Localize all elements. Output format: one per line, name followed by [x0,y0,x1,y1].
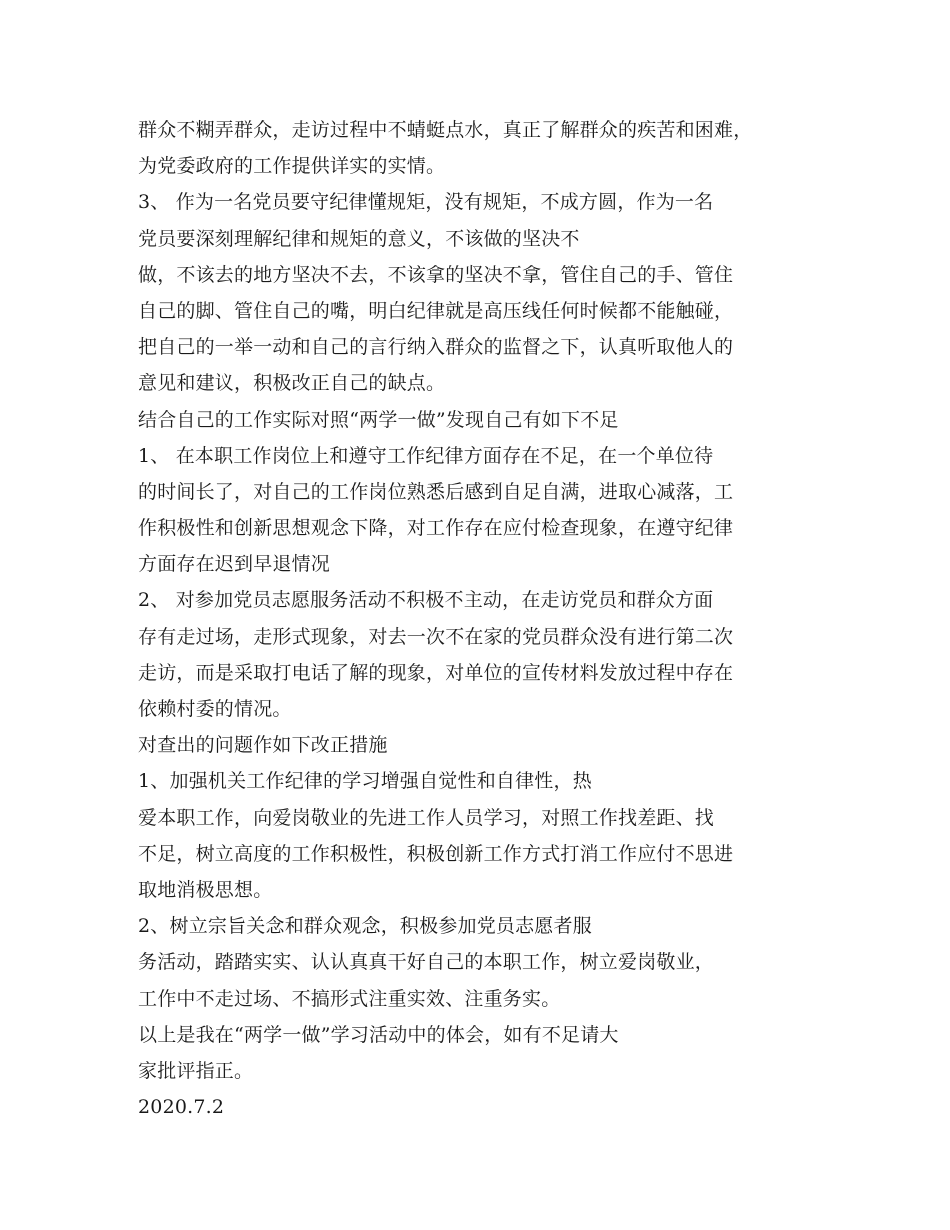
text-line: 以上是我在“两学一做”学习活动中的体会，如有不足请大 [138,1023,619,1046]
text-line: 1、 在本职工作岗位上和遵守工作纪律方面存在不足，在一个单位待 [138,444,714,467]
text-line: 方面存在迟到早退情况 [138,553,331,576]
text-line: 2、树立宗旨关念和群众观念，积极参加党员志愿者服 [138,915,592,938]
text-line: 家批评指正。 [138,1059,254,1082]
text-line: 取地消极思想。 [138,878,273,901]
text-line: 为党委政府的工作提供详实的实情。 [138,155,446,178]
text-line: 3、 作为一名党员要守纪律懂规矩，没有规矩，不成方圆，作为一名 [138,191,714,214]
section-heading: 对查出的问题作如下改正措施 [138,734,388,757]
text-line: 不足，树立高度的工作积极性，积极创新工作方式打消工作应付不思进 [138,842,734,865]
text-line: 意见和建议，积极改正自己的缺点。 [138,372,446,395]
text-line: 2、 对参加党员志愿服务活动不积极不主动，在走访党员和群众方面 [138,589,714,612]
text-line: 存有走过场，走形式现象，对去一次不在家的党员群众没有进行第二次 [138,625,734,648]
text-line: 把自己的一举一动和自己的言行纳入群众的监督之下，认真听取他人的 [138,336,734,359]
text-line: 爱本职工作，向爱岗敬业的先进工作人员学习，对照工作找差距、找 [138,806,715,829]
text-line: 工作中不走过场、不搞形式注重实效、注重务实。 [138,987,561,1010]
text-line: 做，不该去的地方坚决不去，不该拿的坚决不拿，管住自己的手、管住 [138,263,734,286]
document-body [138,112,838,1125]
text-line: 的时间长了，对自己的工作岗位熟悉后感到自足自满，进取心减落，工 [138,480,734,503]
text-line: 1、加强机关工作纪律的学习增强自觉性和自律性，热 [138,770,592,793]
section-heading: 结合自己的工作实际对照“两学一做”发现自己有如下不足 [138,408,619,431]
text-line: 党员要深刻理解纪律和规矩的意义，不该做的坚决不 [138,227,580,250]
text-line: 务活动，踏踏实实、认认真真干好自己的本职工作，树立爱岗敬业， [138,951,715,974]
text-line: 作积极性和创新思想观念下降，对工作存在应付检查现象，在遵守纪律 [138,517,734,540]
text-line: 自己的脚、管住自己的嘴，明白纪律就是高压线任何时候都不能触碰， [138,299,734,322]
document-date: 2020.7.2 [138,1096,225,1119]
text-line: 群众不糊弄群众，走访过程中不蜻蜓点水，真正了解群众的疾苦和困难， [138,119,753,141]
text-line: 走访，而是采取打电话了解的现象，对单位的宣传材料发放过程中存在 [138,661,734,684]
text-line: 依赖村委的情况。 [138,698,292,720]
